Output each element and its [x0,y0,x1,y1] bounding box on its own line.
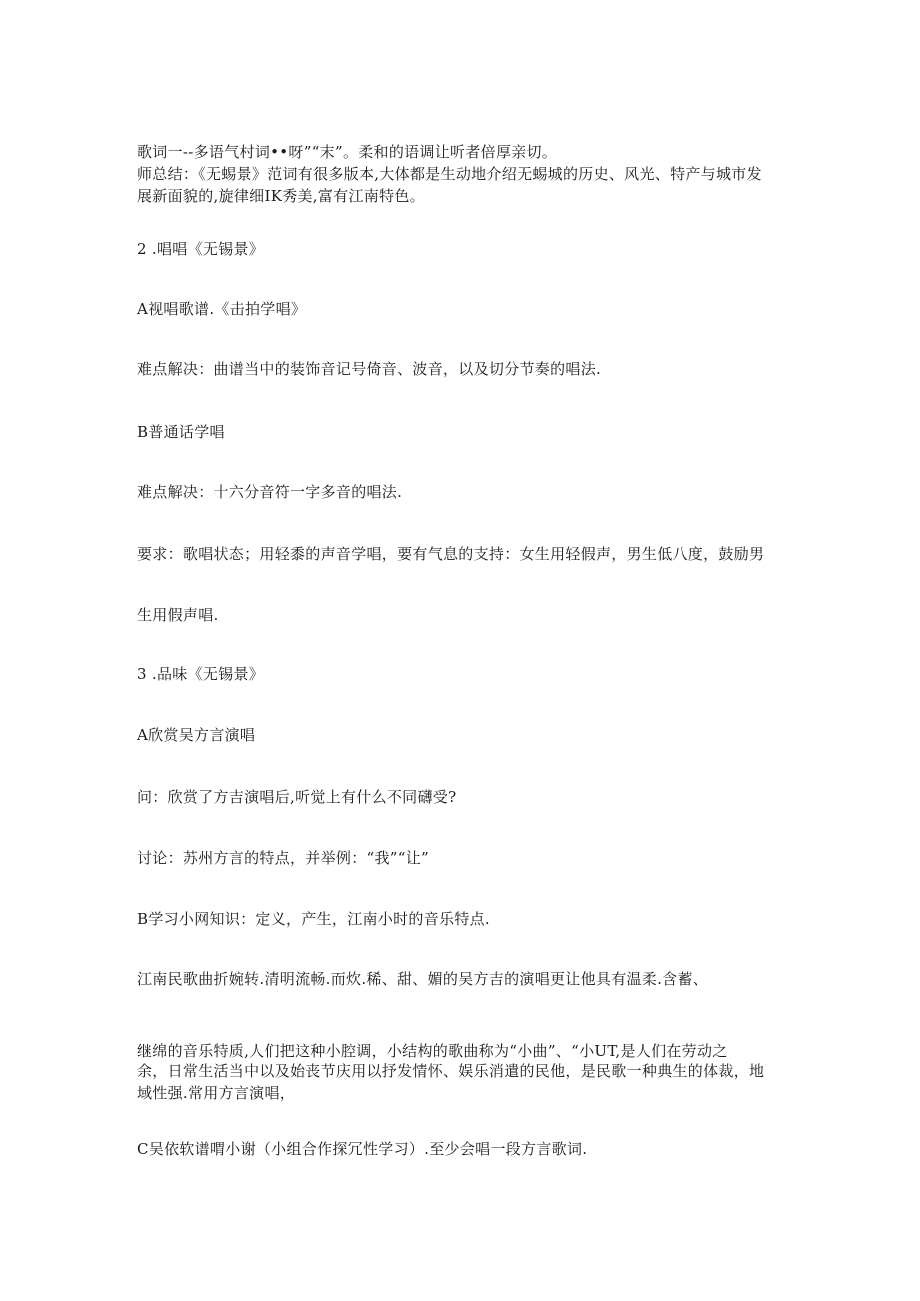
text-line: 师总结：《无蜴景》范词有很多版本,大体都是生动地介绍无蜴城的历史、风光、特产与城市发 [137,165,762,183]
text-line: A欣赏吴方言演唱 [137,726,256,744]
section-heading: 3 .品味《无锡景》 [137,665,265,683]
text-line: C吴依软谱喟小谢（小组合作探冗性学习）.至少会唱一段方言歌词. [137,1140,588,1158]
text-line: 余，日常生活当中以及始丧节庆用以抒发情怀、娱乐消遣的民他，是民歌一种典生的体裁，地 [137,1062,765,1080]
text-line: 域性强.常用方言演唱， [137,1084,296,1102]
text-line: 歌词一--多语气村词••呀”“末”。柔和的语调让听者倍厚亲切。 [137,143,558,161]
text-line: 继绵的音乐特质,人们把这种小腔调，小结构的歌曲称为“小曲”、“小UT,是人们在劳动之 [137,1042,728,1060]
text-line: A视唱歌谱.《击拍学唱》 [137,300,307,318]
text-line: B普通话学唱 [137,423,225,441]
text-line: 难点解决：十六分音符一字多音的唱法. [137,483,403,501]
text-line: 要求：歌唱状态；用轻黍的声音学唱，要有气息的支持：女生用轻假声，男生低八度，鼓励男 [137,545,765,563]
text-line: 讨论：苏州方言的特点，并举例：“我”“让” [137,849,429,867]
text-line: 展新面貌的,旋律细IK秀美,富有江南特色。 [137,187,425,205]
text-line: 难点解决：曲谱当中的装饰音记号倚音、波音，以及切分节奏的唱法. [137,360,602,378]
text-line: B学习小网知识：定义，产生，江南小时的音乐特点. [137,910,490,928]
section-heading: 2 .唱唱《无锡景》 [137,240,265,258]
text-line: 生用假声唱. [137,606,219,624]
text-line: 江南民歌曲折婉转.清明流畅.而炊.稀、甜、媚的吴方吉的演唱更让他具有温柔.含蓄、 [137,970,709,988]
text-line: 问：欣赏了方吉演唱后,听觉上有什么不同礴受? [137,788,457,806]
